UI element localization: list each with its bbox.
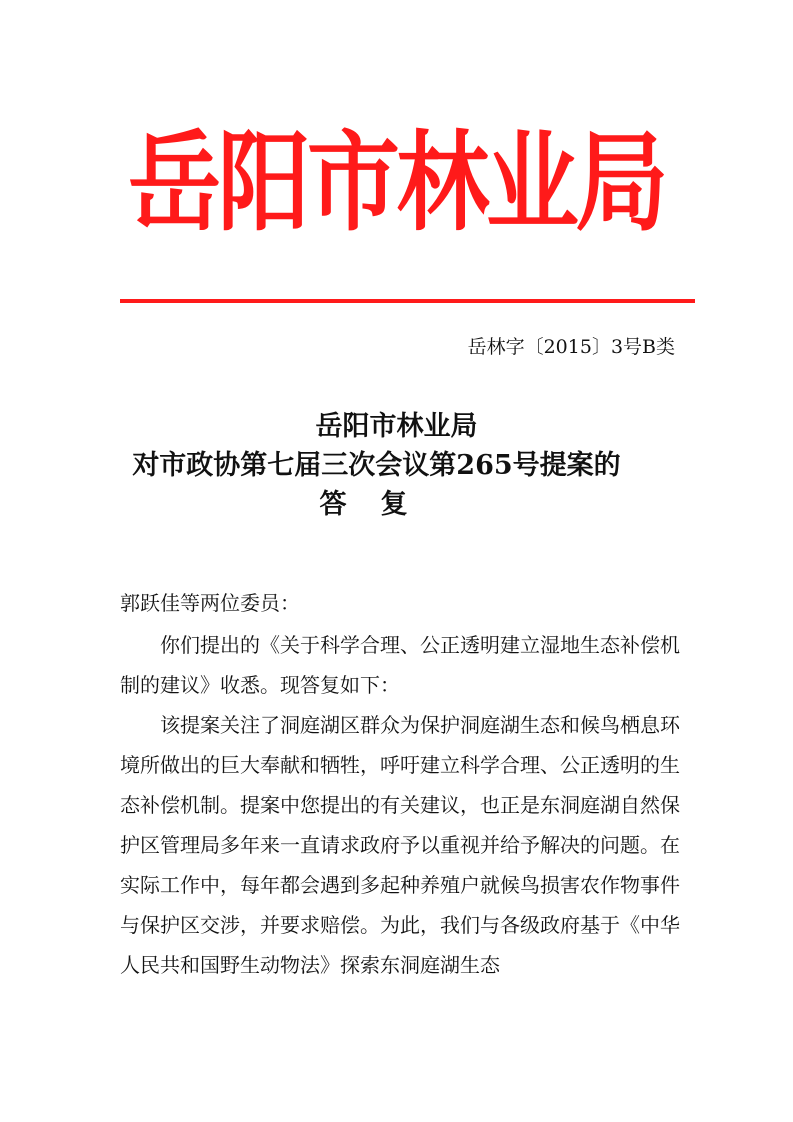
header-divider — [120, 299, 695, 303]
paragraph: 你们提出的《关于科学合理、公正透明建立湿地生态补偿机制的建议》收悉。现答复如下： — [120, 633, 680, 697]
masthead-title: 岳阳市林业局 — [128, 120, 665, 246]
salutation: 郭跃佳等两位委员： — [120, 591, 300, 615]
document-title-reply: 答复 — [319, 489, 442, 520]
document-title-subject: 对市政协第七届三次会议第265号提案的 — [132, 450, 621, 481]
document-title-issuer: 岳阳市林业局 — [315, 411, 478, 442]
paragraph: 该提案关注了洞庭湖区群众为保护洞庭湖生态和候鸟栖息环境所做出的巨大奉献和牺牲，呼吁建立科学合理、公正透明的生态补偿机制。提案中您提出的有关建议，也正是东洞庭湖自然保护区管理局多年来一直请求政府予以重视并给予解决的问题。在实际工作中，每年都会遇到多起种养殖户就候鸟损害农作物事件与保护区交涉，并要求赔偿。为此，我们与各级政府基于《中华人民共和国野生动物法》探索东洞庭湖生态 — [120, 713, 680, 977]
document-number: 岳林字〔2015〕3号B类 — [467, 336, 675, 358]
